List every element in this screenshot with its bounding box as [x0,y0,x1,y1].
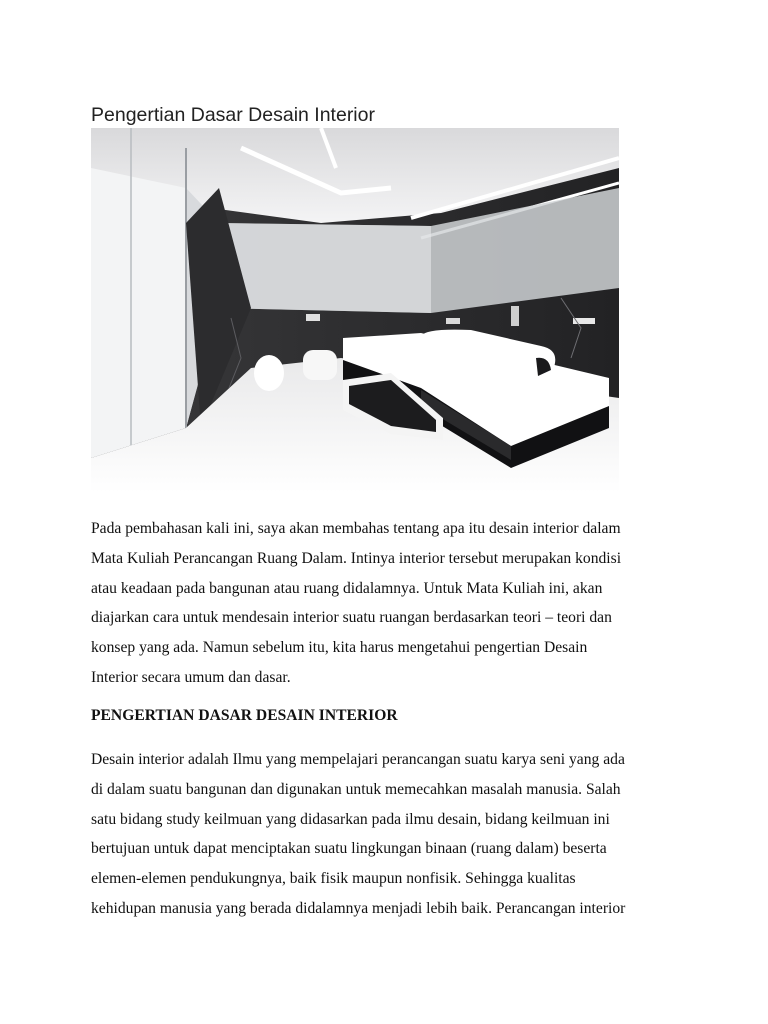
text-line: konsep yang ada. Namun sebelum itu, kita harus mengetahui pengertian Desain [91,639,588,657]
text-line: satu bidang study keilmuan yang didasarkan pada ilmu desain, bidang keilmuan ini [91,810,610,828]
text-line: di dalam suatu bangunan dan digunakan untuk memecahkan masalah manusia. Salah [91,780,621,798]
text-line: Desain interior adalah Ilmu yang mempelajari perancangan suatu karya seni yang ada [91,751,625,768]
text-line: diajarkan cara untuk mendesain interior suatu ruangan berdasarkan teori – teori dan [91,609,612,627]
text-line: kehidupan manusia yang berada didalamnya menjadi lebih baik. Perancangan interior [91,899,626,917]
text-line: Interior secara umum dan dasar. [91,668,291,686]
text-line: elemen-elemen pendukungnya, baik fisik maupun nonfisik. Sehingga kualitas [91,870,576,888]
definition-paragraph [91,745,691,924]
intro-paragraph [91,514,691,693]
text-line: Pada pembahasan kali ini, saya akan membahas tentang apa itu desain interior dalam [91,520,621,537]
section-heading: PENGERTIAN DASAR DESAIN INTERIOR [91,707,398,724]
document-title: Pengertian Dasar Desain Interior [91,104,375,126]
bathroom-interior-image [91,128,619,493]
text-line: Mata Kuliah Perancangan Ruang Dalam. Intinya interior tersebut merupakan kondisi [91,549,622,567]
text-line: bertujuan untuk dapat menciptakan suatu lingkungan binaan (ruang dalam) beserta [91,840,607,858]
text-line: atau keadaan pada bangunan atau ruang didalamnya. Untuk Mata Kuliah ini, akan [91,579,603,597]
